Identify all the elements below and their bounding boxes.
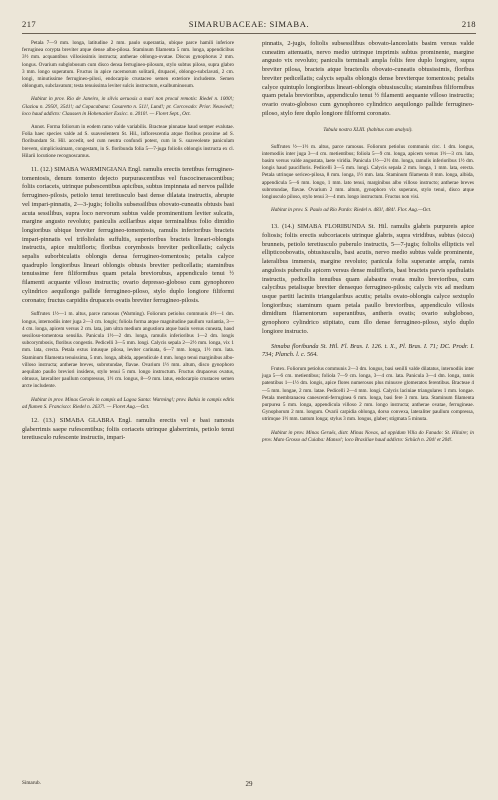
page-footer	[22, 780, 476, 790]
description-paragraph: Suffrutex 1½—1 m. altus, parce ramosus (Warming). Foliorum petiolus communis 4½—1 dm. longus, internodiis inter juga 2—3 cm. longis; foliola forma atque magnitudine paullum variantia, 3—4 cm. longa, apicem versus 2 cm. lata, jam ultra medium angustiora atque basin versus cuneata, haud sessiloso-tomentosa sensilia. Panicula 1½—2 dm. longa, ramulis inferioribus 1—2 dm. longis subcorymbosis, floribus congestis. Pedicelli 3—5 mm. longi. Calycis sepala 2—2½ mm. longa, vix 1 mm. lata, crecta. Petala extus intusque pilosa, leviter carinata, 6—7 mm. longa, 1½ mm. lata. Staminum filamenta tenuissima, 5 mm. longa, albida, appendicule 4 mm. longo tenui marginibus albo-villoso instructa; antherae breves, subrotundae, flavae. Ovarium 1½ mm. altum, disco gynophoro aequilato paullo breviori insidens, stylo tenui 5 mm. longo instructum. Fructus drupaceus ovatus, obtusus, lateraliter paullum compressus, 1½ cm. longus, 8—9 mm. latus, endocarpio crustaceo semen arcte includente.	[22, 311, 234, 390]
plate-caption: Tabula nostra XLIII. (habitus cum analysi).	[323, 127, 413, 134]
species-diagnosis-12: 12. (13.) SIMABA GLABRA Engl. ramulis erectis vel e basi ramosis glaberrimis saepe rufescentibus; foliis coriaceis utrinque glaberrimis, petiolo tenui teretiusculo rufescente instructis, impari-	[22, 416, 234, 442]
page-number-left: 217	[22, 19, 37, 29]
synonymy-citation: Simaba floribunda St. Hil. Fl. Bras. I. 126. t. X., Pl. Bras. I. 71; DC. Prodr. I. 734; Planch. l. c. 564.	[262, 342, 474, 359]
right-column	[262, 40, 474, 444]
habitat-paragraph: Habitat in prov. S. Paulo ad Rio Pardo: Riedel n. 483!, 484!. Flor. Aug.—Oct.	[271, 207, 432, 214]
annotation-paragraph: Annot. Forma foliorum in eodem ramo valde variabilis. Bracteae pinnatae haud semper evalutae. Folia haec species valde ad S. suaveolentem St. Hil., inflorescentia atque floribus proxime ad S. floribundam St. Hil. accedit, sed cum neutra confundi potest, cum in S. suaveolente paniculam brevem, simplicissimam, congestam, in S. floribunda folia 5—7-juga foliolis oblongis instructa ex cl. Hilarii locutione recognoscamus.	[22, 124, 234, 159]
habitat-paragraph: Habitat in prov. Minas Geraës in campis ad Lagoa Santa: Warming!; prov. Bahia in campis editis ad flumen S. Francisco: Riedel n. 2637!. — Floret Aug.—Oct.	[22, 396, 234, 410]
species-diagnosis-11: 11. (12.) SIMABA WARMINGIANA Engl. ramulis erectis teretibus ferrugineo-tomentosis, denum tomento dejecto purpurascentibus vel fuscocinerascentibus; foliis coriaceis, utrinque pubescentibus apicibus, subtus impinnata ad nervos pallide ferrugineo-pilosis, petiolo tenui teretiusculo basi dense dilatata instructis, abrupte vel impari-pinnatis, 2—3-jugis; foliolis subsessilibus obovato-cuneatis obtusis basi acuta sessilibus, supra loco nervorum subtus valde prominentium leviter sulcatis, margine angusto revoluto; paniculis axillaribus atque terminalibus folio dimidio longioribus ubique breviter ferrugineo-tomentosis, ramulis inferioribus bracteis impari-pinnatis vel trifoliolatis suffultis, superioribus bracteis lineari-oblongis instructis, apice multifloris; floribus corymbosis breviter pedicellatis; calycis sepalis suborbiculatis oblongis densa ferrugineo-tomentosis; petalis calyce quadruplo longioribus lineari oblongis obtusis breviter pedicellatis; staminibus tenuissime fere filiformibus quam petala breviorubus, appendiculo tenui ½ filamenti acquante villoso instructis; ovario depresso-globoso cum gynophoreo cylindrico aequilongo pallide ferrugineo-piloso, stylo duplo longiore filiformi coronato; fructus carpidiis drupaceis ovatis breviter ferrugineo-pilosis.	[22, 166, 234, 304]
species-diagnosis-12-continued: pinnatis, 2-jugis, foliolis subsessilibus obovato-lanceolatis basim versus valde cuneatim attenuatis, nervo medio utrinque imprimis subtus prominente, margine angusto vix revoluto; paniculis terminali ampla foliis fere duplo longiore, supra breviter pilosa, bracteis atque bracteolis obovato-cuneatis obtusissimis, floribus breviter pedicellatis; calycis sepalis oblongis dense breviterque tomentosis; petalis calyce quintuplo longioribus lineari-oblongis obtusiusculis; staminibus filiformibus quam petala brevioribus, appendiculo tenui ½ filamenti aequante villoso instructis; ovario ovato-globoso cum gynophoreo cylindrico aequilongo pallide ferrugineo-piloso, stylo fere duplo longiore filiformi coronato.	[262, 40, 474, 117]
running-title: SIMARUBACEAE: SIMABA.	[188, 19, 310, 29]
species-diagnosis-13: 13. (14.) SIMABA FLORIBUNDA St. Hil. ramulis glabris purpureis apice foliosis; foliis erectis subcoriaceis utrinque glabris, supra viridibus, subtus (sicca) brunneis, petiolo teretiusculo puberulo instructis, 5—7-jugis; foliolis ellipticis vel ellipticoobovatis, obtusiusculis, basi acutis, nervo medio subtus valde prominente, lateralibus immersis, margine revoluto; panicula folia superante ampla, ramis angulosis puberulis apicem versus dense multifloris, basi bracteis parvis spathulatis instructis, pedicellis tenuibus quam alabastra ovata multo brevioribus, cum calycibus petalisque breviter densequo ferrugineo-pilosis; calycis vix ad medium usque partiti laciniis triangularibus acutis; petalis ovato-oblongis calyce sextuplo longioribus; staminum quam petala paullo brevioribus, appendiculo villosis dimidium filamentorum superantibus, antheris ovatis; ovario subgloboso, gynophoro cylindrico stipitato, cum illo dense ferrugineo-piloso, stylo duplo longiore instructo.	[262, 223, 474, 335]
header-rule	[22, 33, 476, 34]
description-paragraph: Suffrutex ½—1½ m. altus, parce ramosus. Foliorum petiolus communis circ. 1 dm. longus, internodiis inter juga 3—4 cm. metientibus; foliola 5—9 cm. longa, apicem versus 1½—3 cm. lata, basim versus valde angustata, laete viridia. Panicula 1½—2½ dm. longa, ramulis inferioribus 1½ dm. longis haud paucifloris. Pedicelli 3—5 mm. longi. Calycis sepala 2 mm. longa, 1 mm. lata, erecta. Petala utrinque sericeo-pilosa, 8 mm. longa, 1½ mm. lata. Staminum filamenta 8 mm. longa, albida, appendicula 5—6 mm. longo, 1 mm. lato tenui, marginibus albo villoso instructo; antherae breves subrotundae, flavae. Ovarium 2 mm. altum, gynophoro vix superans, stylo tenui, disco atque longiusculo piloso, stylo tenui 3—4 mm. longo instructum. Fructus non visi.	[262, 143, 474, 200]
description-paragraph: Frutex. Foliorum petiolus communis 2—3 dm. longus, basi senilli valde dilatatus, internodiis inter juga 5—6 cm. metientibus; foliola 7—9 cm. longa, 3—4 cm. lata. Panicula 3—4 dm. longa, ramis patentibus 1—1½ dm. longis, apice flores numerosos plus minusve glomeratos ferentibus. Bracteae 4—5 mm. longae, 2 mm. latae. Pedicelli 2—4 mm. longi. Calycis laciniae triangulares 1 mm. longae. Petala membranacea canescenti-ferruginea 6 mm. longa, basi fere 3 mm. lata. Staminum filamenta purpurea 5 mm. longa, appendicula villoso 2 mm. longo instructa; antherae ovatae, ferrugineae. Gynophorum 2 mm. longum. Ovarii carpidia oblonga, dorso convexa, lateraliter paullum compressa, utrimque 1½ mm. tantum longa; stylus 3 mm. longus, glaber; stigmata 5 minuta.	[262, 365, 474, 423]
description-paragraph: Petala 7—9 mm. longa, latitudine 2 mm. paulo superantia, ubique parce hamili inferiore ferruginea corypta breviter atque dense albo-pilosa. Staminum filamenta 5 mm. longa, appendicibus 3½ mm. acquantibus villosissimis instructa; antherae oblongo-ovatae. Discus gynophorus 2 mm. longus. Ovarium subglobosum cum disco densa ferrugineo-pilosum, stylo subtus piloso, supra glabro 3 mm. longo superatum. Fructus in apice racemorum solitarii, drupacei, oblongo-subclavati, 2 cm. longi, minutissime ferrugineo-pilosi, endocarpio crustaceo semen exteriore includente. Semen oblongum, subclavatum; testa tenuissima leviter sulcis instructum, exalbuminosum.	[22, 40, 234, 90]
page-number-right: 218	[461, 19, 476, 29]
sheet-number: 29	[245, 780, 253, 788]
signature-mark: Simarub.	[22, 780, 41, 786]
habitat-paragraph: Habitat in prov. Minas Geraës, distr. Minas Novas, ad oppidum Villa do Fanado: St. Hilaire; in prov. Mato Grosso ad Cuiaba: Manso!; loco Brasiliae haud addicto: Schüch n. 204! et 204!.	[262, 429, 474, 443]
left-column	[22, 40, 234, 443]
running-header	[22, 19, 476, 33]
habitat-paragraph: Habitat in prov. Rio de Janeiro, in silvis aeruosis a mari non procul remotis: Riedel n. 1000!; Glaziou n. 2950!, 3541!; ad Copacabana: Casaretto n. 511!, Lund!; pr. Corcovado: Prior. Neuwied!; loco haud addicto: Claussen in Hohenacker Exsicc. n. 2010!. — Floret Sept., Oct.	[22, 96, 234, 117]
